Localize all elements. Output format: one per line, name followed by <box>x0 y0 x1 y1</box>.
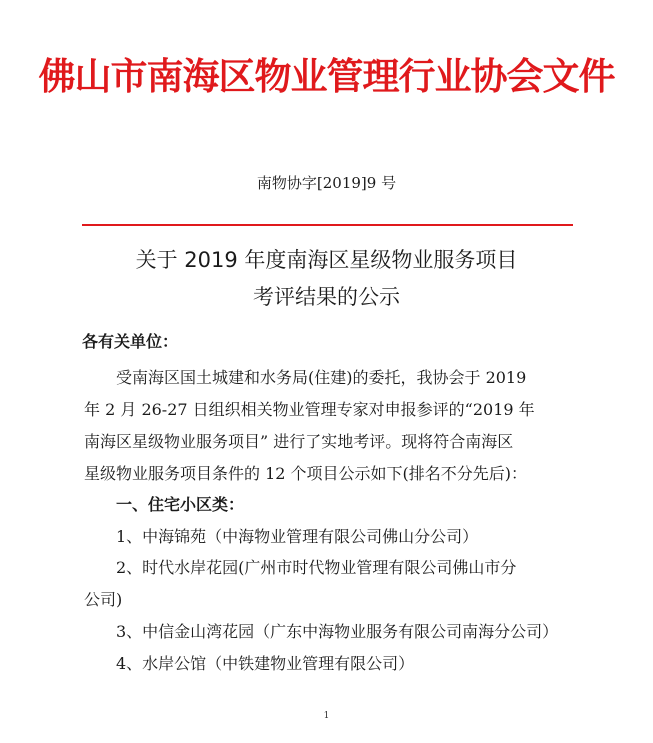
section-heading: 一、住宅小区类： <box>116 495 245 514</box>
list-item: 2、时代水岸花园(广州市时代物业管理有限公司佛山市分 <box>116 558 517 577</box>
list-item: 1、中海锦苑（中海物业管理有限公司佛山分公司） <box>116 527 479 546</box>
list-item: 3、中信金山湾花园（广东中海物业服务有限公司南海分公司） <box>116 622 559 641</box>
paragraph-line: 星级物业服务项目条件的 12 个项目公示如下(排名不分先后)： <box>84 464 528 483</box>
list-item: 4、水岸公馆（中铁建物业管理有限公司） <box>116 654 415 673</box>
document-number: 南物协字[2019]9 号 <box>256 174 397 192</box>
paragraph-line: 年 2 月 26-27 日组织相关物业管理专家对申报参评的“2019 年 <box>84 400 535 419</box>
list-item-continuation: 公司) <box>84 590 123 609</box>
header-divider <box>82 224 573 226</box>
document-header-title: 佛山市南海区物业管理行业协会文件 <box>38 55 615 98</box>
paragraph-line: 受南海区国土城建和水务局(住建)的委托，我协会于 2019 <box>116 368 527 387</box>
page-number: 1 <box>323 711 330 721</box>
notice-title-line-1: 关于 2019 年度南海区星级物业服务项目 <box>135 248 518 272</box>
notice-title-line-2: 考评结果的公示 <box>253 285 400 309</box>
paragraph-line: 南海区星级物业服务项目” 进行了实地考评。现将符合南海区 <box>84 432 514 451</box>
salutation: 各有关单位： <box>82 332 179 351</box>
